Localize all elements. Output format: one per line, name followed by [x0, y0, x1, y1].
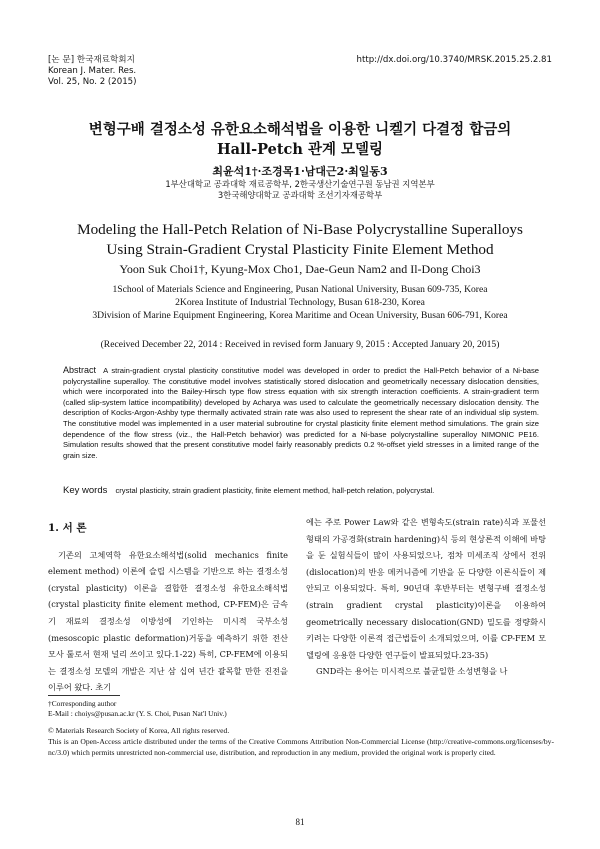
footnote-divider [48, 695, 120, 696]
copyright-line: © Materials Research Society of Korea, All rights reserved. [48, 726, 230, 735]
doi-link[interactable]: http://dx.doi.org/10.3740/MRSK.2015.25.2.81 [356, 55, 552, 65]
korean-affiliation-1: 1부산대학교 공과대학 재료공학부, 2한국생산기술연구원 동남권 지역본부 [165, 179, 435, 189]
korean-affiliations [50, 179, 550, 201]
english-affiliation-2: 2Korea Institute of Industrial Technology, Busan 618-230, Korea [175, 297, 425, 308]
journal-name-english: Korean J. Mater. Res. [48, 66, 137, 76]
keywords-label: Key words [63, 485, 108, 496]
page-number: 81 [295, 817, 305, 827]
license-notice [48, 726, 554, 758]
korean-title-line1: 변형구배 결정소성 유한요소해석법을 이용한 니켈기 다결정 합금의 [88, 121, 512, 138]
english-title-line1: Modeling the Hall-Petch Relation of Ni-Base Polycrystalline Superalloys [77, 221, 523, 238]
body-column-left [48, 520, 288, 696]
english-title-line2: Using Strain-Gradient Crystal Plasticity Finite Element Method [106, 241, 494, 258]
journal-name-korean: [논 문] 한국재료학회지 [48, 55, 135, 65]
section-heading: 1. 서 론 [48, 522, 87, 534]
corresponding-author-note: †Corresponding author [48, 699, 117, 708]
body-paragraph: 기존의 고체역학 유한요소해석법(solid mechanics finite element method) 이론에 슬립 시스템을 기반으로 하는 결정소성(crystal plasticity) 이론을 결합한 결정소성 유한요소해석법(crystal plasticity finite element method, CP-FEM)은 금속기 재료의 결정소성 이방성에 기인하는 미시적 국부소성(mesoscopic plastic deformation)거동을 예측하기 위한 전산모사 툴로서 현재 널리 쓰이고 있다.1-22) 특히, CP-FEM에 이용되는 결정소성 모델의 개발은 지난 삼 십여 년간 괄목할 만한 진전을 이루어 왔다. 초기 [48, 549, 288, 693]
keywords [63, 485, 539, 496]
journal-header [48, 55, 137, 88]
korean-affiliation-2: 3한국해양대학교 공과대학 조선기자재공학부 [217, 190, 383, 200]
korean-title [50, 120, 550, 160]
body-paragraph-continued: 에는 주로 Power Law와 같은 변형속도(strain rate)식과 포물선 형태의 가공경화(strain hardening)식 등의 현상론적 이해에 바탕을 둔 실험식들이 많이 사용되었으나, 점차 미세조직 상에서 전위(dislocation)의 반응 메커니즘에 기반을 둔 다양한 이론식들이 제안되고 이용되었다. 특히, 90년대 후반부터는 변형구배 결정소성(strain gradient crystal plasticity)이론을 이용하여 geometrically necessary dislocation(GND) 밀도를 정량화시키려는 다양한 이론적 접근법들이 소개되었으며, 이를 CP-FEM 모델링에 응용한 다양한 연구들이 발표되었다.23-35) [306, 517, 546, 660]
license-text: This is an Open-Access article distributed under the terms of the Creative Commons Attribution Non-Commercial License (http://creative-commons.org/licenses/by-nc/3.0) which permits unrestricted non-commercial use, distribution, and reproduction in any medium, provided the original work is properly cited. [48, 736, 554, 757]
english-affiliations [48, 283, 552, 322]
abstract-text: A strain-gradient crystal plasticity constitutive model was developed in order to predict the Hall-Petch behavior of a Ni-base polycrystalline superalloy. The constitutive model involves statistically stored dislocation and geometrically necessary dislocation densities, which were incorporated into the Bailey-Hirsch type flow stress equation with six strength interaction coefficients. A strain-gradient term (called slip-system lattice incompatibility) developed by Acharya was used to calculate the geometrically necessary dislocation density. The description of Kocks-Argon-Ashby type thermally activated strain rate was also used to represent the shear rate of an individual slip system. The constitutive model was implemented in a user material subroutine for crystal plasticity finite element method simulations. The grain size dependence of the flow stress (viz., the Hall-Petch behavior) was predicted for a Ni-base polycrystalline superalloy NIMONIC PE16. Simulation results showed that the present constitutive model fairly reasonably predicts 0.2 %-offset yield stresses in a limited range of the grain size. [63, 366, 539, 460]
body-paragraph: GND라는 용어는 미시적으로 불균일한 소성변형을 나 [316, 666, 508, 677]
english-title [30, 220, 570, 260]
abstract-label: Abstract [63, 365, 97, 375]
keywords-text: crystal plasticity, strain gradient plasticity, finite element method, hall-petch relation, polycrystal. [115, 486, 435, 495]
received-dates: (Received December 22, 2014 : Received in revised form January 9, 2015 : Accepted January 20, 2015) [100, 339, 500, 350]
author-email: E-Mail : choiys@pusan.ac.kr (Y. S. Choi, Pusan Nat'l Univ.) [48, 709, 227, 719]
english-affiliation-1: 1School of Materials Science and Engineering, Pusan National University, Busan 609-735, Korea [112, 284, 488, 295]
korean-authors: 최윤석1†·조경목1·남대근2·최일동3 [212, 165, 388, 178]
english-affiliation-3: 3Division of Marine Equipment Engineering, Korea Maritime and Ocean University, Busan 606-791, Korea [92, 310, 508, 321]
footnote [48, 699, 227, 720]
journal-volume: Vol. 25, No. 2 (2015) [48, 77, 137, 87]
abstract [63, 365, 539, 461]
english-authors: Yoon Suk Choi1†, Kyung-Mox Cho1, Dae-Geun Nam2 and Il-Dong Choi3 [119, 262, 481, 276]
korean-title-line2: Hall-Petch 관계 모델링 [216, 141, 384, 158]
body-column-right [306, 514, 546, 680]
